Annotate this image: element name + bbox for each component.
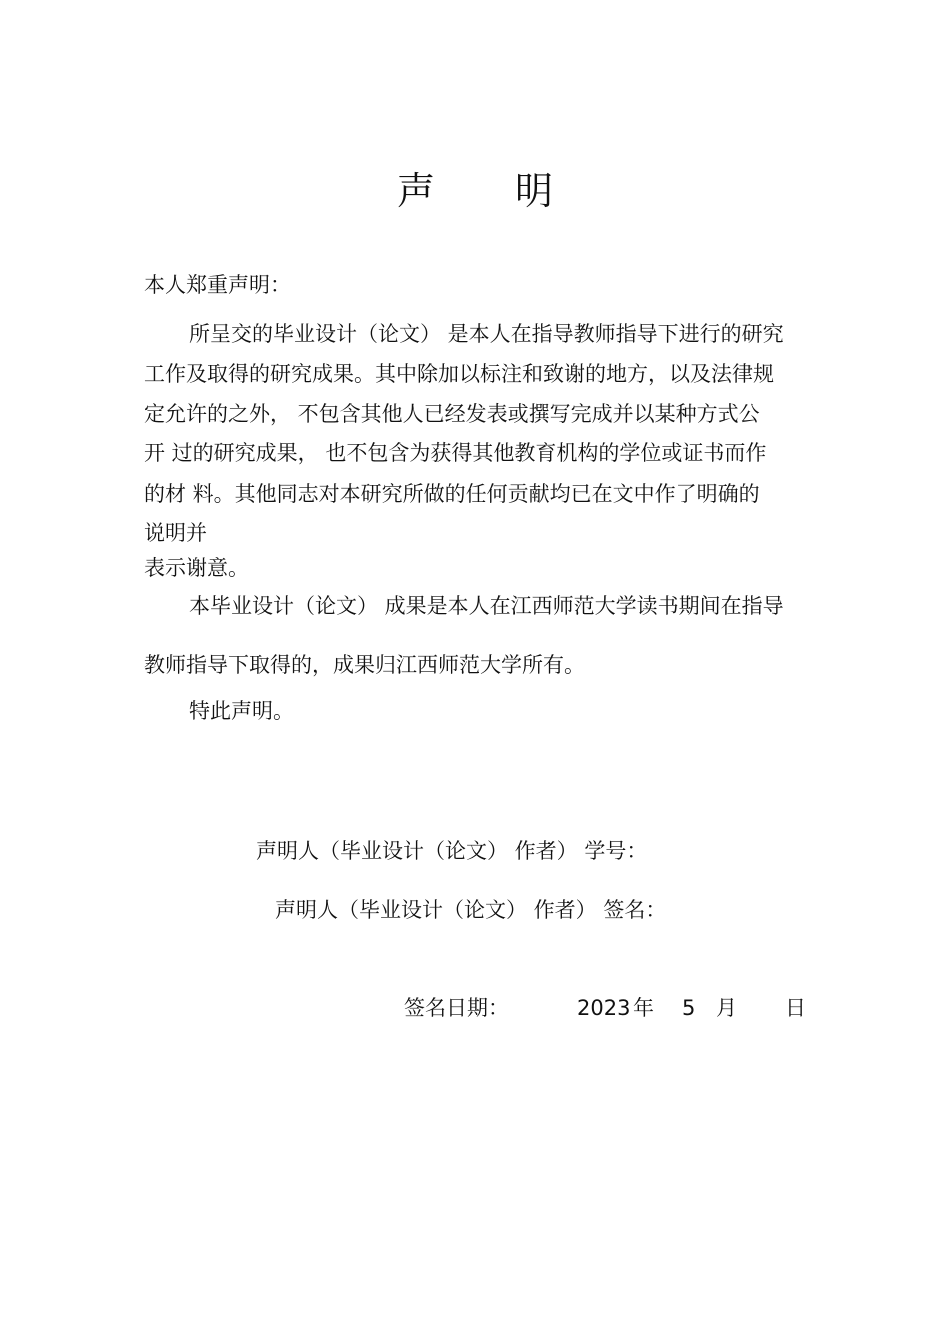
closing-statement: 特此声明。 bbox=[189, 699, 294, 723]
title-char-2: 明 bbox=[515, 169, 554, 213]
paragraph-1-line-2: 工作及取得的研究成果。其中除加以标注和致谢的地方，以及法律规 bbox=[144, 362, 774, 386]
paragraph-1-line-6: 说明并 bbox=[144, 521, 207, 545]
date-label: 签名日期： bbox=[404, 996, 509, 1020]
signature-label: 声明人（毕业设计（论文） 作者） 签名： bbox=[275, 898, 667, 922]
student-id-label: 声明人（毕业设计（论文） 作者） 学号： bbox=[256, 839, 648, 863]
paragraph-1-line-1: 所呈交的毕业设计（论文） 是本人在指导教师指导下进行的研究 bbox=[189, 322, 784, 346]
date-day-unit: 日 bbox=[785, 996, 806, 1020]
paragraph-1-line-3: 定允许的之外， 不包含其他人已经发表或撰写完成并以某种方式公 bbox=[144, 402, 760, 426]
paragraph-2-line-1: 本毕业设计（论文） 成果是本人在江西师范大学读书期间在指导 bbox=[189, 594, 784, 618]
date-month: 5 bbox=[682, 996, 696, 1020]
paragraph-1-line-7: 表示谢意。 bbox=[144, 556, 249, 580]
date-year-unit: 年 bbox=[633, 996, 654, 1020]
date-month-unit: 月 bbox=[716, 996, 737, 1020]
date-year: 2023 bbox=[577, 996, 631, 1020]
paragraph-2-line-2: 教师指导下取得的，成果归江西师范大学所有。 bbox=[144, 653, 585, 677]
page-title bbox=[0, 166, 950, 216]
paragraph-1-line-5: 的材 料。其他同志对本研究所做的任何贡献均已在文中作了明确的 bbox=[144, 482, 760, 506]
paragraph-1-line-4: 开 过的研究成果， 也不包含为获得其他教育机构的学位或证书而作 bbox=[144, 441, 767, 465]
title-char-1: 声 bbox=[396, 169, 435, 213]
intro-text: 本人郑重声明： bbox=[144, 273, 291, 297]
